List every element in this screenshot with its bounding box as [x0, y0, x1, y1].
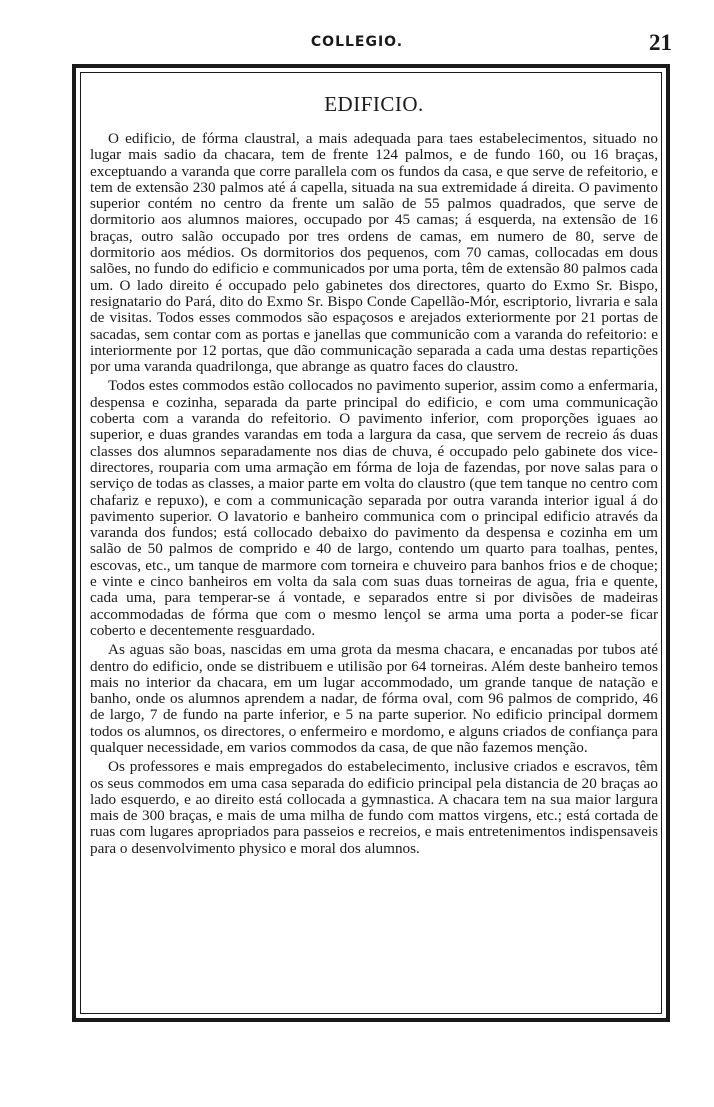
running-title: COLLEGIO. — [310, 34, 404, 50]
running-head — [0, 30, 714, 56]
page-body — [90, 92, 658, 860]
paragraph: As aguas são boas, nascidas em uma grota da mesma chacara, e encanadas por tubos até dentro do edificio, onde se distribuem e utilisão por 64 torneiras. Além deste banheiro temos mais no interior da chacara, em um lugar accommodado, um grande tanque de natação e banho, onde os alumnos aprendem a nadar, de fórma oval, com 96 palmos de comprido, 46 de largo, 7 de fundo na parte inferior, e 5 na parte superior. No edificio principal dormem todos os alumnos, os directores, o enfermeiro e mordomo, e alguns criados de confiança para qualquer necessidade, em varios commodos da casa, de que não fazemos menção. — [90, 641, 658, 756]
page-number: 21 — [649, 30, 672, 55]
paragraph: Os professores e mais empregados do estabelecimento, inclusive criados e escravos, têm os seus commodos em uma casa separada do edificio principal pela distancia de 20 braças ao lado esquerdo, e ao direito está collocada a gymnastica. A chacara tem na sua maior largura mais de 300 braças, e mais de uma milha de fundo com mattos virgens, etc.; está cortada de ruas com lugares apropriados para passeios e recreios, e mais entretenimentos indispensaveis para o desenvolvimento physico e moral dos alumnos. — [90, 758, 658, 857]
paragraph: Todos estes commodos estão collocados no pavimento superior, assim como a enfermaria, despensa e cozinha, separada da parte principal do edificio, e com uma communicação coberta com a varanda do refeitorio. O pavimento inferior, com proporções iguaes ao superior, e duas grandes varandas em toda a largura da casa, que servem de recreio ás duas classes dos alumnos separadamente nos dias de chuva, é occupado pelo gabinete dos vice-directores, rouparia com uma armação em fórma de loja de fazendas, por nove salas para o serviço de todas as classes, a maior parte em volta do claustro (que tem tanque no centro com chafariz e repuxo), e com a communicação separada por outra varanda interior igual á do pavimento superior. O lavatorio e banheiro communica com o principal edificio através da varanda dos fundos; está collocado debaixo do pavimento da despensa e cozinha em um salão de 50 palmos de comprido e 40 de largo, contendo um quarto para toalhas, pentes, escovas, etc., um tanque de marmore com torneira e chuveiro para banhos frios e de choque; e vinte e cinco banheiros em volta da sala com suas duas torneiras de agua, fria e quente, cada uma, para temperar-se á vontade, e separados entre si por divisões de madeiras accommodadas de fórma que com o mesmo lençol se arma uma porta a poder-se ficar coberto e decentemente resguardado. — [90, 377, 658, 639]
section-title: EDIFICIO. — [324, 92, 424, 116]
paragraph: O edificio, de fórma claustral, a mais adequada para taes estabelecimentos, situado no lugar mais sadio da chacara, tem de frente 124 palmos, e de fundo 160, ou 16 braças, exceptuando a varanda que corre parallela com os fundos da casa, e que serve de refeitorio, e tem de extensão 230 palmos até á capella, situada na sua extremidade á direita. O pavimento superior contém no centro da frente um salão de 55 palmos quadrados, que serve de dormitorio aos alumnos maiores, occupado por 45 camas; á esquerda, na extensão de 16 braças, outro salão occupado por tres ordens de camas, em numero de 80, serve de dormitorio aos médios. Os dormitorios dos pequenos, com 70 camas, collocadas em dous salões, no fundo do edificio e communicados por uma porta, têm de extensão 80 palmos cada um. O lado direito é occupado pelo gabinetes dos directores, quarto do Exmo Sr. Bispo, resignatario do Pará, dito do Exmo Sr. Bispo Conde Capellão-Mór, escriptorio, livraria e sala de visitas. Todos esses commodos são espaçosos e arejados exteriormente por 21 portas de sacadas, sem contar com as portas e janellas que communicão com a varanda do refeitorio: e interiormente por 12 portas, que dão communicação separada a cada uma destas repartições por uma varanda quadrilonga, que abrange as quatro faces do claustro. — [90, 130, 658, 376]
